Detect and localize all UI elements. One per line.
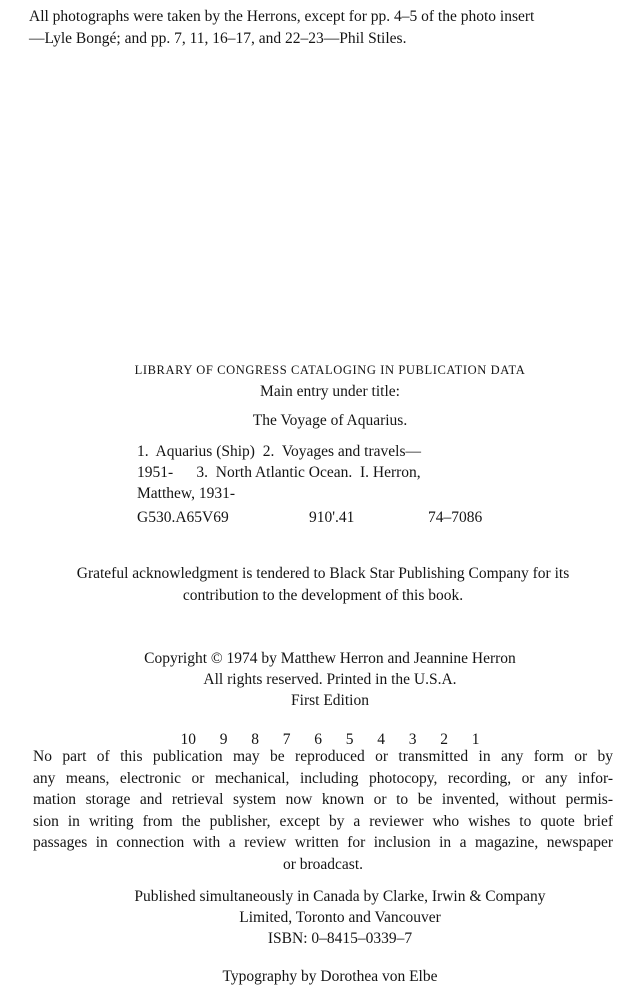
typography-credit: Typography by Dorothea von Elbe xyxy=(222,968,438,985)
cip-heading: LIBRARY OF CONGRESS CATALOGING IN PUBLICATION DATA xyxy=(134,363,526,377)
publication-info xyxy=(80,886,600,949)
cip-main-entry: Main entry under title: xyxy=(260,383,400,400)
rights-notice-line: No part of this publication may be reproduced or transmitted in any form or by xyxy=(33,748,613,765)
isbn: ISBN: 0–8415–0339–7 xyxy=(267,930,413,947)
photo-credits xyxy=(29,6,629,50)
rights-notice-line: sion in writing from the publisher, except by a reviewer who wishes to quote brief xyxy=(33,812,613,830)
copyright-block xyxy=(100,648,560,711)
dewey-number: 910'.41 xyxy=(309,509,355,526)
lccn: 74–7086 xyxy=(428,509,483,526)
cip-subject-entries xyxy=(137,441,537,504)
publication-line: Limited, Toronto and Vancouver xyxy=(239,909,441,926)
copyright-line: Copyright © 1974 by Matthew Herron and Jeannine Herron xyxy=(144,650,516,667)
cip-subject-line: Matthew, 1931- xyxy=(137,485,236,502)
cip-subject-line: 1951- 3. North Atlantic Ocean. I. Herron, xyxy=(137,464,421,481)
rights-reserved-line: All rights reserved. Printed in the U.S.A. xyxy=(203,671,457,688)
edition-line: First Edition xyxy=(291,692,369,709)
publication-line: Published simultaneously in Canada by Clarke, Irwin & Company xyxy=(134,888,546,905)
call-number: G530.A65V69 xyxy=(137,509,229,526)
rights-notice-line: passages in connection with a review written for inclusion in a magazine, newspaper xyxy=(33,834,613,851)
acknowledgment xyxy=(33,563,613,607)
cip-title: The Voyage of Aquarius. xyxy=(252,412,408,429)
photo-credits-line: All photographs were taken by the Herrons, except for pp. 4–5 of the photo insert xyxy=(29,8,535,25)
rights-notice xyxy=(33,746,613,875)
photo-credits-line: —Lyle Bongé; and pp. 7, 11, 16–17, and 22–23—Phil Stiles. xyxy=(29,30,407,47)
rights-notice-line: any means, electronic or mechanical, including photocopy, recording, or any infor- xyxy=(33,769,613,787)
rights-notice-line: or broadcast. xyxy=(282,855,364,873)
printing-numbers: 10 9 8 7 6 5 4 3 2 1 xyxy=(180,731,480,748)
cip-subject-line: 1. Aquarius (Ship) 2. Voyages and travels— xyxy=(137,443,421,460)
cip-classification-numbers xyxy=(137,507,537,529)
acknowledgment-line: contribution to the development of this book. xyxy=(182,587,464,604)
acknowledgment-line: Grateful acknowledgment is tendered to Black Star Publishing Company for its xyxy=(76,565,570,582)
rights-notice-line: mation storage and retrieval system now known or to be invented, without permis- xyxy=(33,791,613,808)
